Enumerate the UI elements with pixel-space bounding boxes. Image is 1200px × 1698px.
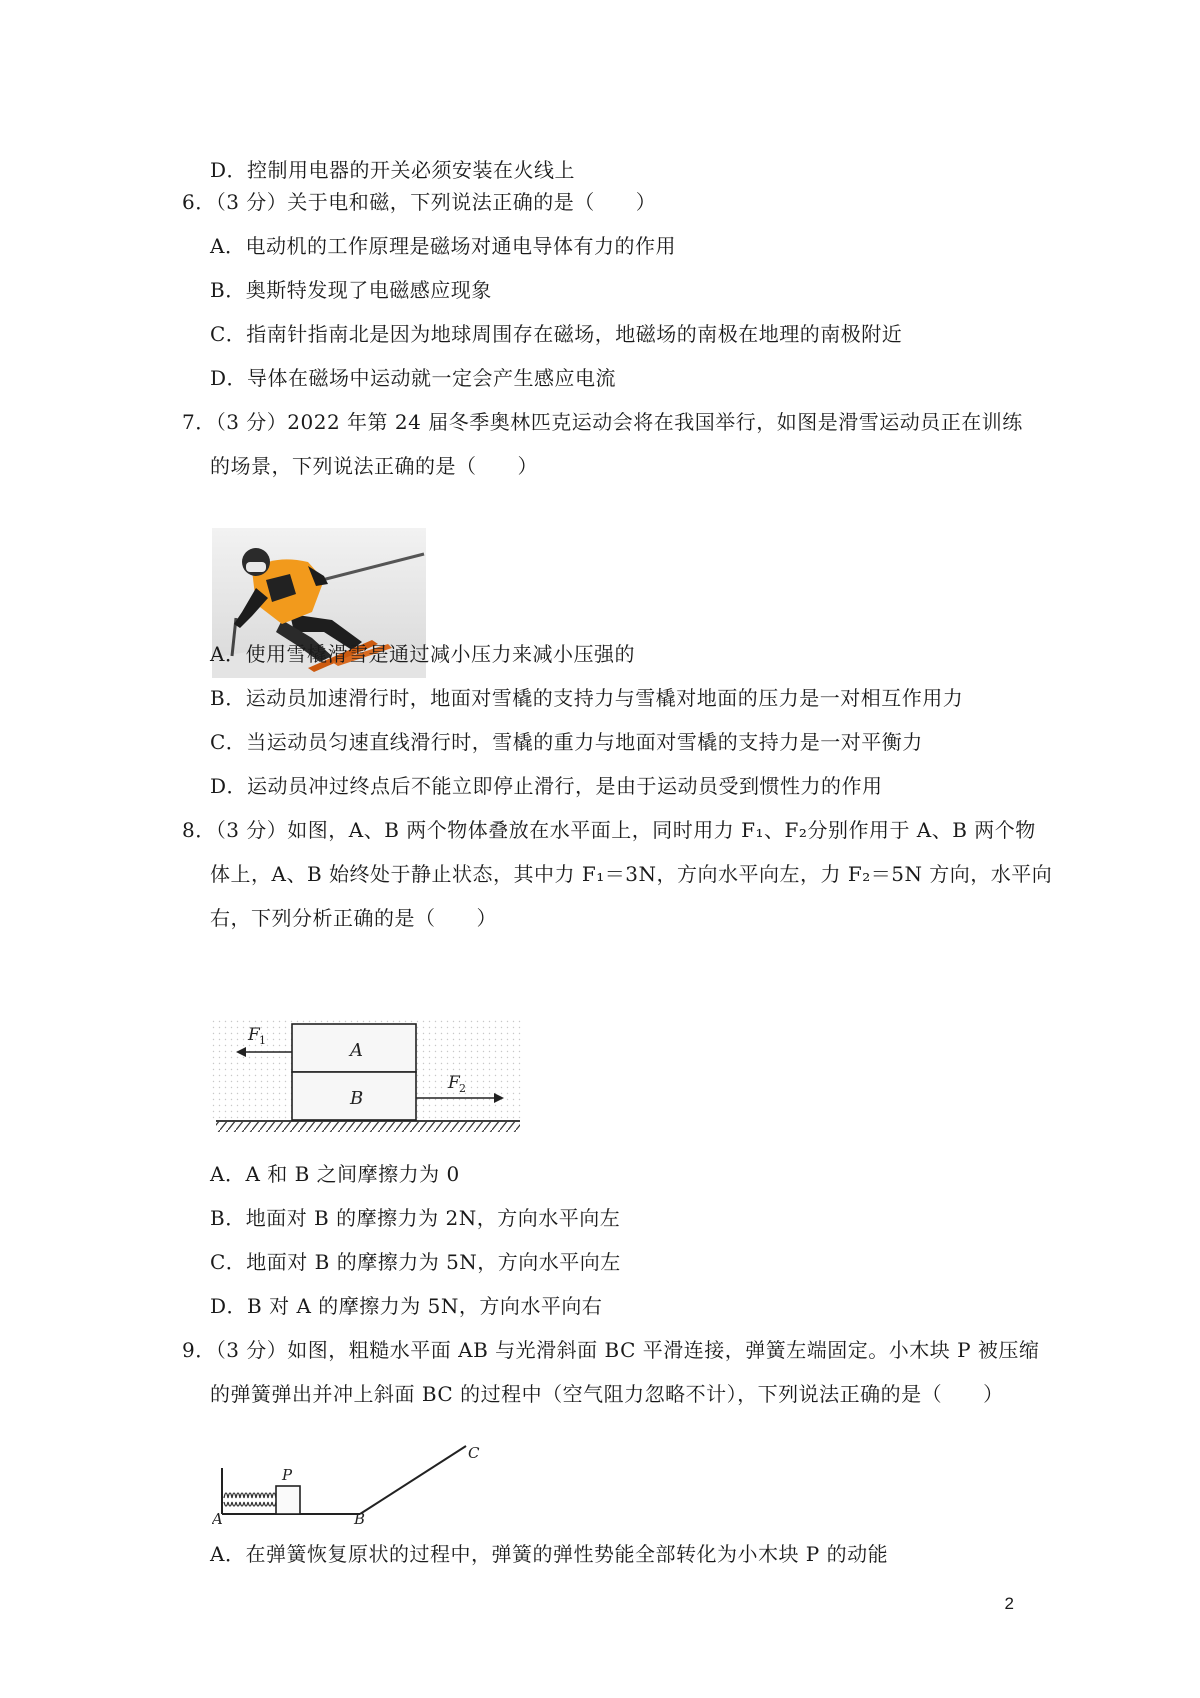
force-f2-subscript: 2	[459, 1082, 466, 1095]
q8-option-d: D．B 对 A 的摩擦力为 5N，方向水平向右	[210, 1294, 603, 1318]
q6-option-c: C．指南针指南北是因为地球周围存在磁场，地磁场的南极在地理的南极附近	[210, 322, 903, 346]
q8-stem-line1: 8．（3 分）如图，A、B 两个物体叠放在水平面上，同时用力 F₁、F₂分别作用于 A、B 两个物	[182, 818, 1036, 842]
q6-stem: 6．（3 分）关于电和磁，下列说法正确的是（ ）	[182, 190, 657, 214]
stacked-blocks-diagram	[212, 1020, 524, 1142]
q8-option-b: B．地面对 B 的摩擦力为 2N，方向水平向左	[210, 1206, 621, 1230]
q8-option-c: C．地面对 B 的摩擦力为 5N，方向水平向左	[210, 1250, 621, 1274]
q6-option-b: B．奥斯特发现了电磁感应现象	[210, 278, 492, 302]
force-f1-subscript: 1	[259, 1034, 266, 1047]
q7-option-a: A．使用雪橇滑雪是通过减小压力来减小压强的	[210, 642, 635, 666]
point-b-label: B	[354, 1510, 366, 1524]
point-a-label: A	[212, 1510, 223, 1524]
spring-slope-diagram	[212, 1440, 482, 1524]
q6-option-d: D．导体在磁场中运动就一定会产生感应电流	[210, 366, 617, 390]
q8-stem-line3: 右，下列分析正确的是（ ）	[210, 906, 497, 930]
block-b-label: B	[350, 1088, 364, 1109]
q7-option-c: C．当运动员匀速直线滑行时，雪橇的重力与地面对雪橇的支持力是一对平衡力	[210, 730, 923, 754]
q5-option-d: D．控制用电器的开关必须安装在火线上	[210, 158, 576, 182]
q6-option-a: A．电动机的工作原理是磁场对通电导体有力的作用	[210, 234, 676, 258]
block-a-label: A	[350, 1040, 363, 1061]
q9-option-a: A．在弹簧恢复原状的过程中，弹簧的弹性势能全部转化为小木块 P 的动能	[210, 1542, 889, 1566]
force-f1-label: F	[248, 1025, 260, 1045]
q8-stem-line2: 体上，A、B 始终处于静止状态，其中力 F₁＝3N，方向水平向左，力 F₂＝5N 方向，水平向	[210, 862, 1053, 886]
page-number: 2	[1004, 1594, 1014, 1613]
q9-stem-line2: 的弹簧弹出并冲上斜面 BC 的过程中（空气阻力忽略不计），下列说法正确的是（ ）	[210, 1382, 1004, 1406]
point-c-label: C	[468, 1444, 480, 1462]
force-f2-label: F	[448, 1073, 460, 1093]
q7-option-d: D．运动员冲过终点后不能立即停止滑行，是由于运动员受到惯性力的作用	[210, 774, 883, 798]
block-p-label: P	[282, 1466, 293, 1484]
q9-stem-line1: 9．（3 分）如图，粗糙水平面 AB 与光滑斜面 BC 平滑连接，弹簧左端固定。小木块 P 被压缩	[182, 1338, 1040, 1362]
q8-option-a: A．A 和 B 之间摩擦力为 0	[210, 1162, 460, 1186]
q7-stem-line1: 7．（3 分）2022 年第 24 届冬季奥林匹克运动会将在我国举行，如图是滑雪运动员正在训练	[182, 410, 1023, 434]
q7-option-b: B．运动员加速滑行时，地面对雪橇的支持力与雪橇对地面的压力是一对相互作用力	[210, 686, 964, 710]
q7-stem-line2: 的场景，下列说法正确的是（ ）	[210, 454, 538, 478]
